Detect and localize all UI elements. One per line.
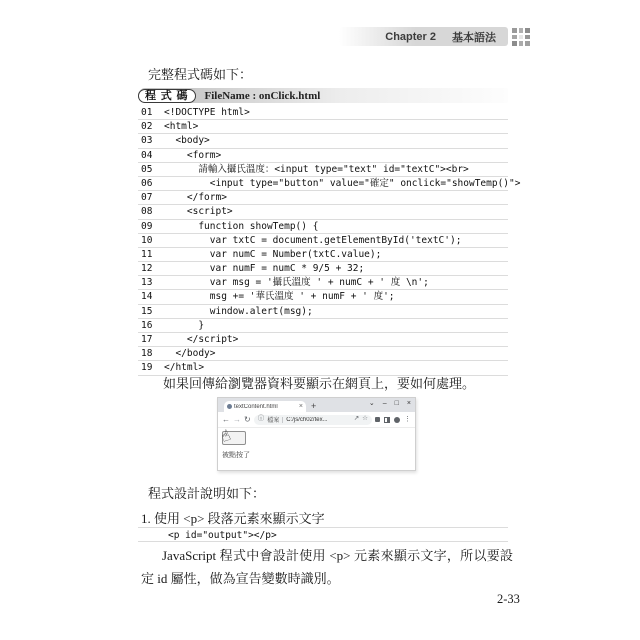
code-line-number: 18: [141, 348, 153, 360]
code-line: [138, 220, 508, 234]
result-text: 被點按了: [222, 452, 250, 459]
code-line-number: 01: [141, 107, 153, 118]
code-line-number: 12: [141, 263, 153, 275]
inline-code-snippet: <p id="output"></p>: [138, 527, 508, 542]
code-line-text: <!DOCTYPE html>: [164, 107, 250, 118]
code-line: [138, 106, 508, 120]
code-line: [138, 248, 508, 262]
code-line: [138, 276, 508, 290]
code-line-number: 16: [141, 319, 153, 331]
back-icon: ←: [222, 414, 230, 424]
close-icon: ×: [406, 399, 411, 407]
chapter-label: Chapter 2: [385, 30, 436, 43]
code-line-number: 05: [141, 163, 153, 175]
intro-text: 完整程式碼如下：: [148, 67, 253, 82]
code-line: [138, 177, 521, 191]
browser-toolbar: [218, 412, 415, 428]
code-line-text: <html>: [164, 121, 199, 133]
code-line-number: 07: [141, 192, 153, 204]
code-line-text: <input type="button" value="確定" onclick="showTemp()">: [164, 177, 521, 189]
address-url: C:/js/ch02/tex...: [286, 416, 328, 423]
chapter-grid-icon: [512, 28, 530, 46]
code-line: [138, 163, 508, 177]
code-line-number: 17: [141, 334, 153, 345]
address-divider: [282, 417, 283, 423]
code-listing-header: [138, 88, 508, 103]
code-line-number: 11: [141, 248, 153, 260]
chapter-title: 基本語法: [452, 31, 496, 44]
share-icon: ↗: [353, 415, 360, 423]
code-line-text: <form>: [164, 149, 222, 161]
code-line: [138, 319, 508, 333]
code-line-number: 09: [141, 220, 153, 232]
code-line-number: 06: [141, 177, 153, 189]
menu-icon: ⋮: [404, 416, 411, 423]
code-line-text: </form>: [164, 192, 227, 204]
tab-search-icon: ⌄: [368, 400, 375, 407]
code-label-capsule: 程 式 碼: [138, 89, 196, 103]
list-item-1: 1. 使用 <p> 段落元素來顯示文字: [141, 511, 325, 526]
code-line-text: }: [164, 319, 205, 331]
code-line-text: function showTemp() {: [164, 220, 319, 232]
code-line-number: 15: [141, 305, 153, 317]
sidebar-icon: [384, 417, 390, 423]
code-line-number: 04: [141, 149, 153, 161]
code-line: [138, 134, 508, 148]
forward-icon: →: [233, 414, 241, 424]
code-listing: [138, 88, 521, 376]
browser-screenshot: [217, 397, 416, 471]
tab-close-icon: ×: [298, 403, 303, 410]
info-icon: ⓘ: [257, 415, 265, 423]
maximize-icon: □: [394, 399, 399, 407]
code-line-text: var numF = numC * 9/5 + 32;: [164, 263, 365, 275]
code-line: [138, 234, 508, 248]
browser-tab: [224, 401, 306, 412]
code-line-number: 03: [141, 135, 153, 147]
bookmark-star-icon: ☆: [362, 415, 368, 423]
new-tab-icon: +: [311, 401, 317, 411]
code-line-text: 請輸入攝氏溫度：<input type="text" id="textC"><br>: [164, 163, 469, 175]
minimize-icon: –: [382, 399, 387, 407]
running-head: [339, 27, 508, 46]
code-filename: FileName : onClick.html: [204, 89, 321, 102]
hand-cursor-icon: ☝: [217, 425, 234, 447]
profile-avatar-icon: [394, 417, 400, 423]
question-paragraph: 如果回傳給瀏覽器資料要顯示在網頁上，要如何處理。: [163, 376, 476, 391]
code-line: [138, 347, 508, 361]
code-line-text: <script>: [164, 206, 233, 218]
code-line-text: var msg = '攝氏溫度 ' + numC + ' 度 \n';: [164, 277, 429, 289]
code-line: [138, 262, 508, 276]
window-controls: [369, 399, 411, 407]
code-line-number: 13: [141, 277, 153, 289]
code-line-number: 02: [141, 121, 153, 133]
code-line-text: </html>: [164, 362, 205, 374]
code-line: [138, 120, 508, 134]
code-line-text: <body>: [164, 135, 210, 147]
code-line: [138, 305, 508, 319]
code-lines: [138, 106, 521, 376]
code-line: [138, 205, 508, 219]
code-line-text: msg += '華氏溫度 ' + numF + ' 度';: [164, 291, 395, 303]
code-line-number: 19: [141, 362, 153, 374]
toolbar-right-icons: [375, 416, 411, 423]
code-line-text: </script>: [164, 334, 239, 345]
page-number: 2-33: [497, 592, 520, 606]
explanation-heading: 程式設計說明如下：: [148, 486, 266, 501]
address-prefix: 檔案: [267, 418, 280, 424]
code-line-number: 14: [141, 291, 153, 303]
address-bar: [254, 415, 372, 425]
code-line: [138, 290, 508, 304]
code-line: [138, 191, 508, 205]
browser-tabbar: [218, 398, 415, 412]
code-line: [138, 333, 508, 347]
code-line-text: </body>: [164, 348, 216, 360]
code-line-text: var txtC = document.getElementById('textC');: [164, 234, 462, 246]
code-line-text: window.alert(msg);: [164, 305, 313, 317]
tab-title: textContent.html: [234, 403, 278, 410]
code-line-number: 08: [141, 206, 153, 218]
explanation-paragraph: JavaScript 程式中會設計使用 <p> 元素來顯示文字，所以要設定 id 屬性，做為宣告變數時識別。: [141, 548, 513, 586]
reload-icon: ↻: [244, 414, 251, 424]
code-line-text: var numC = Number(txtC.value);: [164, 248, 382, 260]
favicon-icon: [227, 404, 232, 409]
extensions-icon: [375, 417, 380, 422]
code-line: [138, 149, 508, 163]
code-line-number: 10: [141, 234, 153, 246]
browser-viewport: [217, 425, 415, 470]
